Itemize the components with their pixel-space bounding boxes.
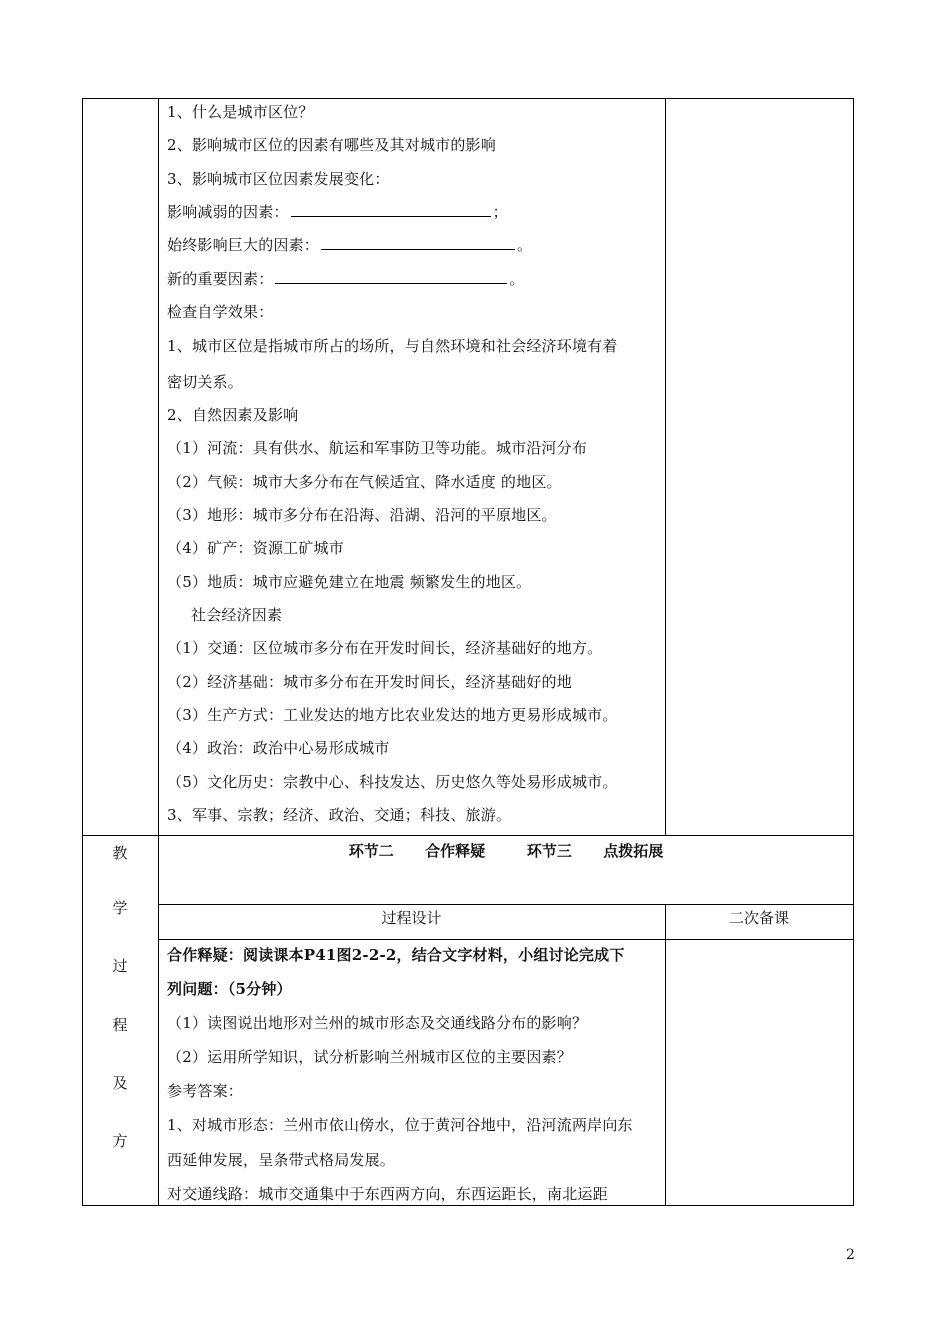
activity-heading-line-1: 合作释疑：阅读课本P41图2-2-2，结合文字材料，小组讨论完成下 bbox=[167, 946, 625, 964]
label-always: 始终影响巨大的因素： bbox=[167, 236, 320, 254]
fill-line-always bbox=[167, 235, 532, 255]
side-label-char-3: 过 bbox=[112, 957, 128, 975]
answer-2-heading: 2、自然因素及影响 bbox=[167, 406, 299, 424]
side-label-char-5: 及 bbox=[112, 1074, 128, 1092]
fill-line-weakened bbox=[167, 202, 508, 222]
reference-answer-line-3: 对交通线路：城市交通集中于东西两方向，东西运距长，南北运距 bbox=[167, 1185, 608, 1203]
answer-blank bbox=[291, 202, 491, 217]
social-culture: （5）文化历史：宗教中心、科技发达、历史悠久等处易形成城市。 bbox=[167, 773, 618, 791]
table-top-border bbox=[82, 98, 854, 99]
answer-blank bbox=[275, 269, 507, 284]
question-3: 3、影响城市区位因素发展变化： bbox=[167, 170, 390, 188]
natural-geology: （5）地质：城市应避免建立在地震 频繁发生的地区。 bbox=[167, 573, 532, 591]
answer-1-line-2: 密切关系。 bbox=[167, 373, 244, 391]
row-divider-1 bbox=[82, 835, 854, 836]
label-new: 新的重要因素： bbox=[167, 270, 274, 288]
answer-3: 3、军事、宗教；经济、政治、交通；科技、旅游。 bbox=[167, 806, 512, 824]
social-production: （3）生产方式：工业发达的地方比农业发达的地方更易形成城市。 bbox=[167, 706, 618, 724]
row-divider-3 bbox=[158, 939, 854, 940]
social-politics: （4）政治：政治中心易形成城市 bbox=[167, 739, 390, 757]
reference-answer-heading: 参考答案： bbox=[167, 1082, 244, 1100]
suffix-always: 。 bbox=[517, 236, 533, 254]
social-economy: （2）经济基础：城市多分布在开发时间长，经济基础好的地 bbox=[167, 673, 572, 691]
activity-heading-line-2: 列问题：（5分钟） bbox=[167, 980, 292, 998]
suffix-new: 。 bbox=[509, 270, 525, 288]
question-1: 1、什么是城市区位？ bbox=[167, 103, 314, 121]
answer-blank bbox=[321, 235, 515, 250]
label-weakened: 影响减弱的因素： bbox=[167, 203, 289, 221]
section-heading: 环节二 合作释疑 环节三 点拨拓展 bbox=[348, 842, 664, 860]
reference-answer-line-2: 西延伸发展，呈条带式格局发展。 bbox=[167, 1151, 396, 1169]
self-check-heading: 检查自学效果： bbox=[167, 303, 274, 321]
activity-question-1: （1）读图说出地形对兰州的城市形态及交通线路分布的影响？ bbox=[167, 1014, 588, 1032]
natural-climate: （2）气候：城市大多分布在气候适宜、降水适度 的地区。 bbox=[167, 473, 562, 491]
social-economic-heading: 社会经济因素 bbox=[191, 606, 283, 624]
natural-river: （1）河流：具有供水、航运和军事防卫等功能。城市沿河分布 bbox=[167, 439, 588, 457]
side-label-char-2: 学 bbox=[112, 899, 128, 917]
column-divider-1 bbox=[158, 98, 159, 1206]
side-label-char-4: 程 bbox=[112, 1016, 128, 1034]
table-bottom-border bbox=[82, 1205, 854, 1206]
column-header-prep: 二次备课 bbox=[728, 909, 789, 927]
side-label-char-1: 教 bbox=[112, 844, 128, 862]
fill-line-new bbox=[167, 269, 525, 289]
reference-answer-line-1: 1、对城市形态：兰州市依山傍水，位于黄河谷地中，沿河流两岸向东 bbox=[167, 1116, 633, 1134]
natural-terrain: （3）地形：城市多分布在沿海、沿湖、沿河的平原地区。 bbox=[167, 506, 557, 524]
suffix-weakened: ； bbox=[492, 203, 508, 221]
social-transport: （1）交通：区位城市多分布在开发时间长，经济基础好的地方。 bbox=[167, 639, 603, 657]
table-left-border bbox=[82, 98, 83, 1206]
column-divider-2b bbox=[665, 904, 666, 1206]
answer-1-line-1: 1、城市区位是指城市所占的场所，与自然环境和社会经济环境有着 bbox=[167, 337, 618, 355]
activity-question-2: （2）运用所学知识，试分析影响兰州城市区位的主要因素？ bbox=[167, 1048, 572, 1066]
side-label-char-6: 方 bbox=[112, 1132, 128, 1150]
column-divider-2a bbox=[665, 98, 666, 836]
table-right-border bbox=[853, 98, 854, 1206]
natural-minerals: （4）矿产：资源工矿城市 bbox=[167, 539, 344, 557]
question-2: 2、影响城市区位的因素有哪些及其对城市的影响 bbox=[167, 136, 496, 154]
row-divider-2 bbox=[158, 904, 854, 905]
column-header-process: 过程设计 bbox=[381, 909, 442, 927]
page-number: 2 bbox=[846, 1247, 855, 1263]
